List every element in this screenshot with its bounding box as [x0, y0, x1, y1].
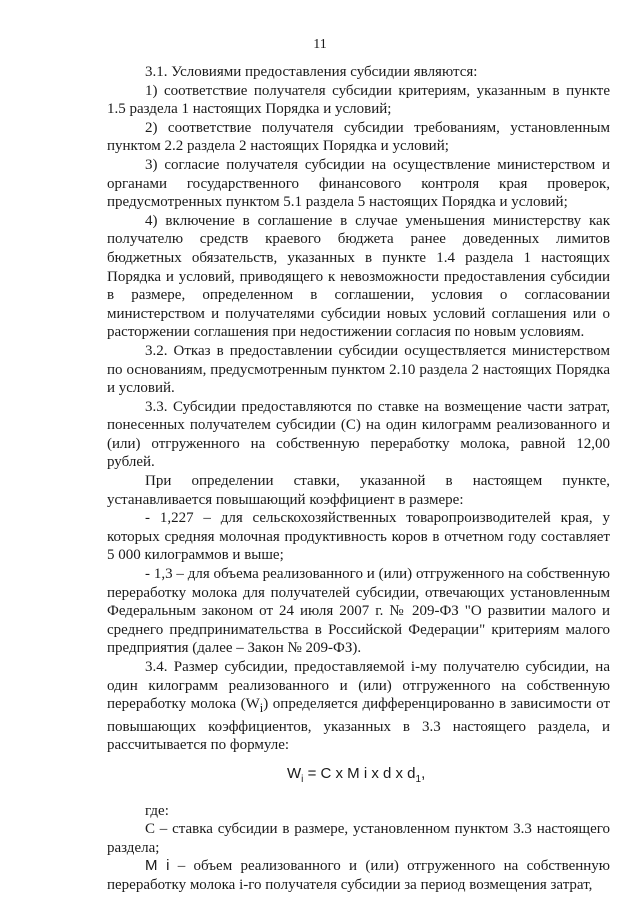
paragraph-3-4-part-a: 3.4. Размер субсидии, предоставляемой i-му получателю субсидии, на один килограмм реализованного и (или) отгруженного на собственную переработку молока (W — [107, 659, 610, 713]
paragraph-item-2: 2) соответствие получателя субсидии требованиям, установленным пунктом 2.2 раздела 2 настоящих Порядка и условий; — [107, 119, 610, 155]
paragraph-item-1: 1) соответствие получателя субсидии критериям, указанным в пункте 1.5 раздела 1 настоящих Порядка и условий; — [107, 82, 610, 118]
paragraph-3-2: 3.2. Отказ в предоставлении субсидии осуществляется министерством по основаниям, предусмотренным пунктом 2.10 раздела 2 настоящих Порядка и условий. — [107, 342, 610, 397]
paragraph-3-3: 3.3. Субсидии предоставляются по ставке на возмещение части затрат, понесенных получателем субсидии (С) на один килограмм реализованного и (или) отгруженного на собственную переработку молока, равной 12,00 рублей. — [107, 398, 610, 471]
formula-rhs: = C x M i x d x d — [303, 764, 416, 782]
document-body — [107, 63, 610, 895]
formula-tail: , — [421, 764, 426, 782]
page-number: 11 — [313, 37, 327, 52]
formula-lhs-subscript: i — [301, 773, 304, 785]
paragraph-coefficient-13: - 1,3 – для объема реализованного и (или) отгруженного на собственную переработку молока для получателей субсидии, отвечающих установленным Федеральным законом от 24 июля 2007 г. № 209-ФЗ "О развитии малого и среднего предпринимательства в Российской Федерации" критериям малого предприятия (далее – Закон № 209-ФЗ). — [107, 566, 610, 657]
paragraph-3-4 — [107, 658, 610, 755]
paragraph-3-1: 3.1. Условиями предоставления субсидии являются: — [145, 64, 478, 80]
definition-c: С – ставка субсидии в размере, установленном пунктом 3.3 настоящего раздела; — [107, 821, 610, 856]
w-subscript: i — [259, 701, 264, 716]
paragraph-coefficient-1227: - 1,227 – для сельскохозяйственных товаропроизводителей края, у которых средняя молочная продуктивность коров в отчетном году составляет 5 000 килограммов и выше; — [107, 510, 610, 564]
paragraph-3-4-part-b: ) определяется дифференцированно в зависимости от повышающих коэффициентов, указанных в 3.3 настоящего раздела, и рассчитывается по формуле: — [107, 696, 610, 754]
definition-mi-text: – объем реализованного и (или) отгруженного на собственную переработку молока i-го получателя субсидии за период возмещения затрат, — [107, 858, 611, 893]
definition-mi-symbol: M i — [145, 857, 170, 875]
paragraph-item-3: 3) согласие получателя субсидии на осуществление министерством и органами государственного финансового контроля края проверок, предусмотренных пунктом 5.1 раздела 5 настоящих Порядка и условий; — [107, 156, 610, 211]
subsidy-formula — [107, 765, 610, 790]
definition-mi — [107, 857, 610, 894]
paragraph-item-4: 4) включение в соглашение в случае уменьшения министерству как получателю средств краевого бюджета ранее доведенных лимитов бюджетных обязательств, указанных в пункте 1.4 раздела 1 настоящих Порядка и условий, приводящего к невозможности предоставления субсидии в размере, определенном в соглашении, условия о согласовании министерством и получателями субсидии новых условий соглашения или о расторжении соглашения при недостижении согласия по новым условиям. — [107, 212, 610, 341]
formula-lhs: W — [287, 764, 302, 782]
paragraph-coefficient-intro: При определении ставки, указанной в настоящем пункте, устанавливается повышающий коэффициент в размере: — [107, 473, 610, 508]
formula-rhs-subscript: 1 — [415, 773, 422, 785]
where-label: где: — [145, 802, 169, 819]
